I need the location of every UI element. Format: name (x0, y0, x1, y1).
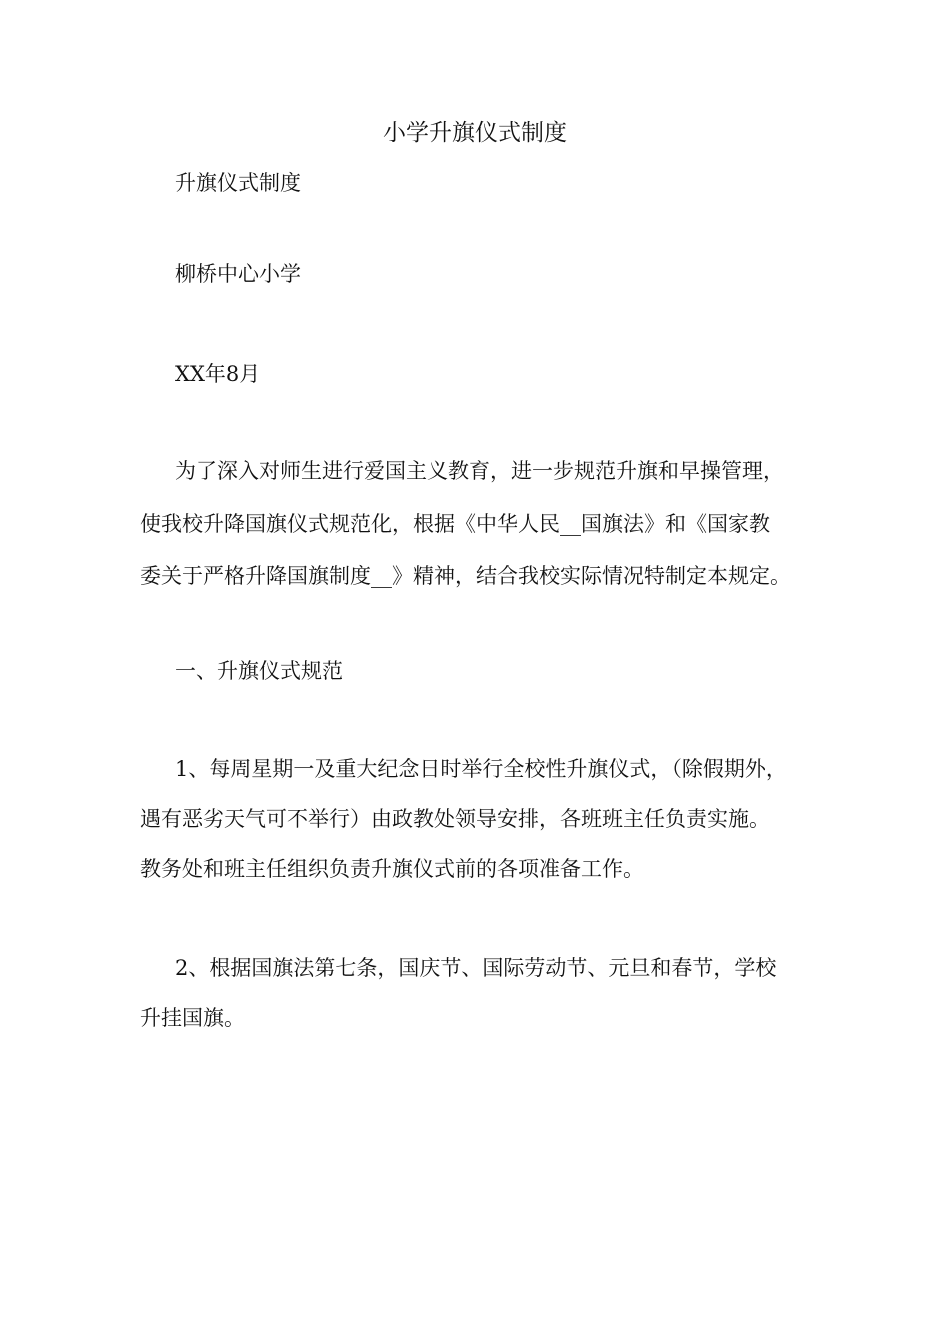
intro-line: 使我校升降国旗仪式规范化，根据《中华人民__国旗法》和《国家教 (140, 512, 770, 536)
section-heading: 一、升旗仪式规范 (175, 659, 343, 683)
intro-line: 为了深入对师生进行爱国主义教育，进一步规范升旗和早操管理， (175, 459, 784, 483)
document-title: 小学升旗仪式制度 (383, 120, 567, 146)
subtitle: 升旗仪式制度 (175, 171, 301, 195)
item1-line: 1、每周星期一及重大纪念日时举行全校性升旗仪式，（除假期外， (175, 757, 787, 781)
item1-line: 教务处和班主任组织负责升旗仪式前的各项准备工作。 (140, 857, 644, 881)
item2-line: 升挂国旗。 (140, 1006, 245, 1030)
item2-line: 2、根据国旗法第七条，国庆节、国际劳动节、元旦和春节，学校 (175, 956, 777, 980)
item1-line: 遇有恶劣天气可不举行）由政教处领导安排，各班班主任负责实施。 (140, 807, 770, 831)
intro-line: 委关于严格升降国旗制度__》精神，结合我校实际情况特制定本规定。 (140, 564, 791, 588)
school-name: 柳桥中心小学 (175, 262, 301, 286)
document-date: XX年8月 (175, 362, 261, 386)
